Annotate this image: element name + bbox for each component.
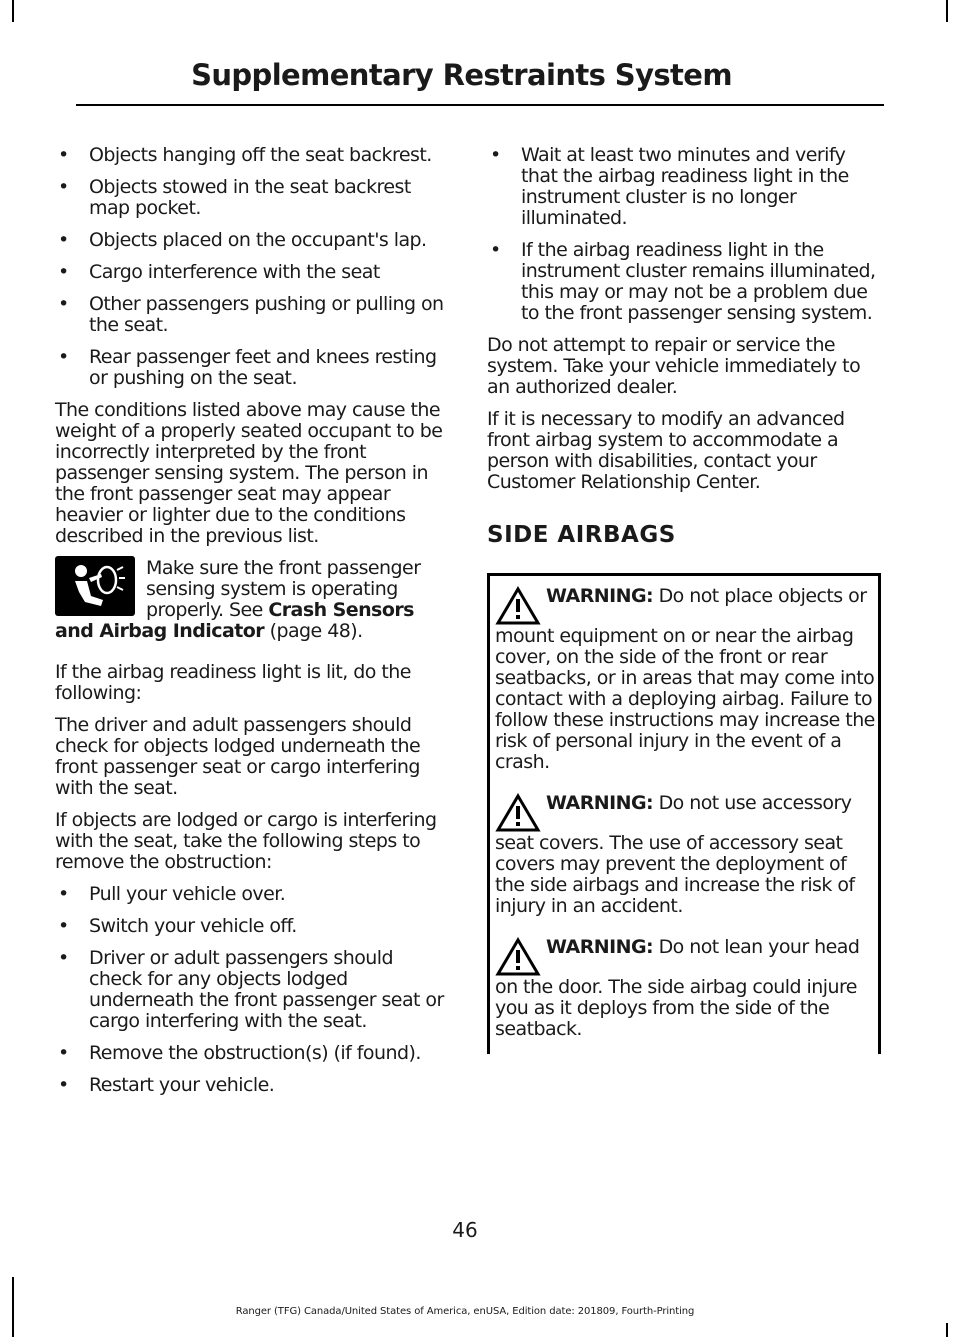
page-number: 46 — [452, 1218, 478, 1242]
section-heading: SIDE AIRBAGS — [487, 522, 676, 548]
conditions-list — [55, 145, 447, 389]
airbag-note — [55, 558, 447, 642]
footer-edition-info: Ranger (TFG) Canada/United States of America, enUSA, Edition date: 201809, Fourth-Printing — [235, 1306, 695, 1317]
left-column — [55, 145, 447, 1107]
warning-text: Do not lean your head on the door. The side airbag could injure you as it deploys from the side of the seatback. — [495, 936, 860, 1040]
list-item: • Objects stowed in the seat backrest map pocket. — [55, 177, 447, 219]
list-item: • Cargo interference with the seat — [55, 262, 447, 283]
cross-reference-link[interactable]: Crash Sensors and Airbag Indicator — [55, 599, 414, 642]
list-item: • Rear passenger feet and knees resting or pushing on the seat. — [55, 347, 447, 389]
list-item: • Wait at least two minutes and verify that the airbag readiness light in the instrument cluster is no longer illuminated. — [487, 145, 879, 229]
header-divider — [76, 104, 884, 106]
list-item: • Driver or adult passengers should check for any objects lodged underneath the front passenger seat or cargo interfering with the seat. — [55, 948, 447, 1032]
crop-mark-top-right — [946, 0, 948, 22]
crop-mark-top-left — [12, 0, 14, 22]
right-column — [487, 145, 879, 1054]
note-text: Make sure the front passenger sensing system is operating properly. See — [146, 557, 421, 621]
paragraph: If the airbag readiness light is lit, do the following: — [55, 661, 411, 704]
list-item: • Switch your vehicle off. — [55, 916, 447, 937]
paragraph: The driver and adult passengers should check for objects lodged underneath the front passenger seat or cargo interfering with the seat. — [55, 714, 421, 799]
warning-triangle-icon — [495, 586, 541, 626]
list-item: • Other passengers pushing or pulling on the seat. — [55, 294, 447, 336]
warning-box — [487, 573, 881, 1054]
list-item: • Pull your vehicle over. — [55, 884, 447, 905]
list-item: • Restart your vehicle. — [55, 1075, 447, 1096]
warning-item — [495, 937, 878, 1040]
warning-label: WARNING: — [546, 585, 654, 607]
list-item: • If the airbag readiness light in the instrument cluster remains illuminated, this may or may not be a problem due to the front passenger sensing system. — [487, 240, 879, 324]
warning-item — [495, 793, 878, 917]
warning-triangle-icon — [495, 793, 541, 833]
warning-label: WARNING: — [546, 792, 654, 814]
steps-list — [55, 884, 447, 1096]
warning-item — [495, 586, 878, 773]
crop-mark-bottom-right — [946, 1323, 948, 1337]
list-item: • Objects hanging off the seat backrest. — [55, 145, 447, 166]
warning-text: Do not place objects or mount equipment on or near the airbag cover, on the side of the front or rear seatbacks, or in areas that may come into contact with a deploying airbag. Failure to follow these instructions may increase the risk of personal injury in the event of a crash. — [495, 585, 875, 773]
page-title: Supplementary Restraints System — [191, 58, 732, 92]
list-item: • Remove the obstruction(s) (if found). — [55, 1043, 447, 1064]
airbag-icon — [55, 556, 135, 616]
paragraph: If objects are lodged or cargo is interfering with the seat, take the following steps to remove the obstruction: — [55, 809, 437, 873]
list-item: • Objects placed on the occupant's lap. — [55, 230, 447, 251]
verify-list — [487, 145, 879, 324]
warning-label: WARNING: — [546, 936, 654, 958]
page-reference: (page 48). — [264, 620, 363, 642]
warning-triangle-icon — [495, 937, 541, 977]
paragraph: If it is necessary to modify an advanced front airbag system to accommodate a person with disabilities, contact your Customer Relationship Center. — [487, 408, 845, 493]
warning-text: Do not use accessory seat covers. The use of accessory seat covers may prevent the deployment of the side airbags and increase the risk of injury in an accident. — [495, 792, 855, 917]
paragraph: The conditions listed above may cause the weight of a properly seated occupant to be incorrectly interpreted by the front passenger sensing system. The person in the front passenger seat may appear heavier or lighter due to the conditions described in the previous list. — [55, 399, 443, 547]
paragraph: Do not attempt to repair or service the system. Take your vehicle immediately to an authorized dealer. — [487, 334, 861, 398]
